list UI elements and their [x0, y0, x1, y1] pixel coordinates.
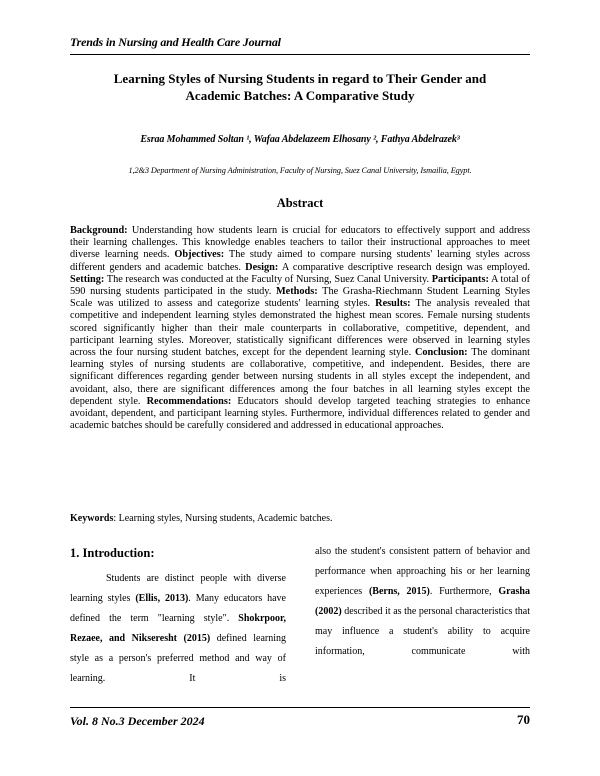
page-footer	[70, 707, 530, 730]
participants-label: Participants:	[431, 273, 489, 285]
section-heading-introduction: 1. Introduction:	[70, 546, 155, 560]
paper-title-line-2: Academic Batches: A Comparative Study	[185, 88, 415, 103]
intro-text-5: . Furthermore,	[429, 586, 499, 597]
intro-text-3: defined learning style as a person's preferred method and way of learning. It is	[70, 633, 286, 684]
intro-text-2: . Many educators have defined the term "learning style".	[70, 593, 286, 624]
journal-header	[70, 33, 530, 55]
journal-title: Trends in Nursing and Health Care Journal	[70, 35, 281, 49]
setting-label: Setting:	[70, 273, 105, 285]
conclusion-label: Conclusion:	[414, 347, 468, 359]
citation-grasha: Grasha (2002)	[315, 586, 530, 617]
affiliation: 1,2&3 Department of Nursing Administration, Faculty of Nursing, Suez Canal University, Ismailia, Egypt.	[128, 166, 472, 175]
keywords	[70, 513, 530, 524]
results-label: Results:	[375, 298, 411, 310]
citation-shokrpoor: Shokrpoor, Rezaee, and Nikseresht (2015)	[70, 613, 286, 644]
results-text: The analysis revealed that competitive and independent learning styles demonstrated the highest mean scores. Female nursing students scored significantly higher than their male counterparts in collaborative, competitive, dependent, and participant learning styles. Moreover, statistically significant differences were observed in learning styles across the four nursing student batches, except for the dependent learning style.	[70, 298, 531, 359]
issue-info: Vol. 8 No.3 December 2024	[70, 714, 205, 728]
page-number: 70	[517, 712, 530, 727]
recommendations-label: Recommendations:	[146, 395, 232, 407]
objectives-text: The study aimed to compare nursing students' learning styles across different genders and academic batches.	[70, 249, 530, 273]
background-text: Understanding how students learn is crucial for educators to effectively support and address their learning challenges. This knowledge enables teachers to tailor their instructional approaches to meet diverse learning needs.	[70, 225, 530, 261]
keywords-text: : Learning styles, Nursing students, Academic batches.	[113, 513, 333, 524]
intro-text-1: Students are distinct people with diverse learning styles	[70, 573, 286, 604]
paper-title	[70, 70, 530, 104]
citation-ellis: (Ellis, 2013)	[135, 593, 189, 604]
setting-text: The research was conducted at the Faculty of Nursing, Suez Canal University.	[104, 273, 432, 285]
abstract-heading: Abstract	[276, 196, 324, 210]
intro-text-6: described it as the personal characteristics that may influence a student's ability to acquire information, communicate with	[315, 606, 530, 657]
intro-text-4: also the student's consistent pattern of behavior and performance when approaching his or her learning experiences	[315, 546, 530, 597]
intro-paragraph-right	[315, 542, 530, 662]
design-label: Design:	[245, 261, 279, 273]
citation-berns: (Berns, 2015)	[368, 586, 430, 597]
recommendations-text: Educators should develop targeted teaching strategies to enhance avoidant, dependent, and participant learning styles. Furthermore, individual differences related to gender and academic batches should be carefully considered and addressed in educational approaches.	[70, 395, 531, 432]
paper-title-line-1: Learning Styles of Nursing Students in regard to Their Gender and	[113, 71, 487, 86]
conclusion-text: The dominant learning styles of nursing students are collaborative, competitive, and independent. Besides, there are significant differences regarding gender between nursing students in all styles except the independent, and avoidant, also, there are significant differences among the four batches in all learning styles except the dependent style.	[70, 347, 530, 407]
methods-label: Methods:	[275, 286, 318, 298]
author-list: Esraa Mohammed Soltan ¹, Wafaa Abdelazeem Elhosany ², Fathya Abdelrazek³	[140, 134, 460, 145]
objectives-label: Objectives:	[174, 249, 225, 261]
intro-column-right	[315, 542, 530, 662]
participants-text: A total of 590 nursing students participated in the study.	[70, 273, 530, 298]
methods-text: The Grasha-Riechmann Student Learning Styles Scale was utilized to assess and categorize students' learning styles.	[70, 286, 531, 310]
keywords-label: Keywords	[70, 513, 114, 524]
background-label: Background:	[70, 225, 128, 236]
abstract-body	[70, 225, 530, 432]
design-text: A comparative descriptive research design was employed.	[278, 261, 530, 273]
intro-paragraph-left	[70, 569, 286, 689]
intro-column-left	[70, 546, 286, 689]
